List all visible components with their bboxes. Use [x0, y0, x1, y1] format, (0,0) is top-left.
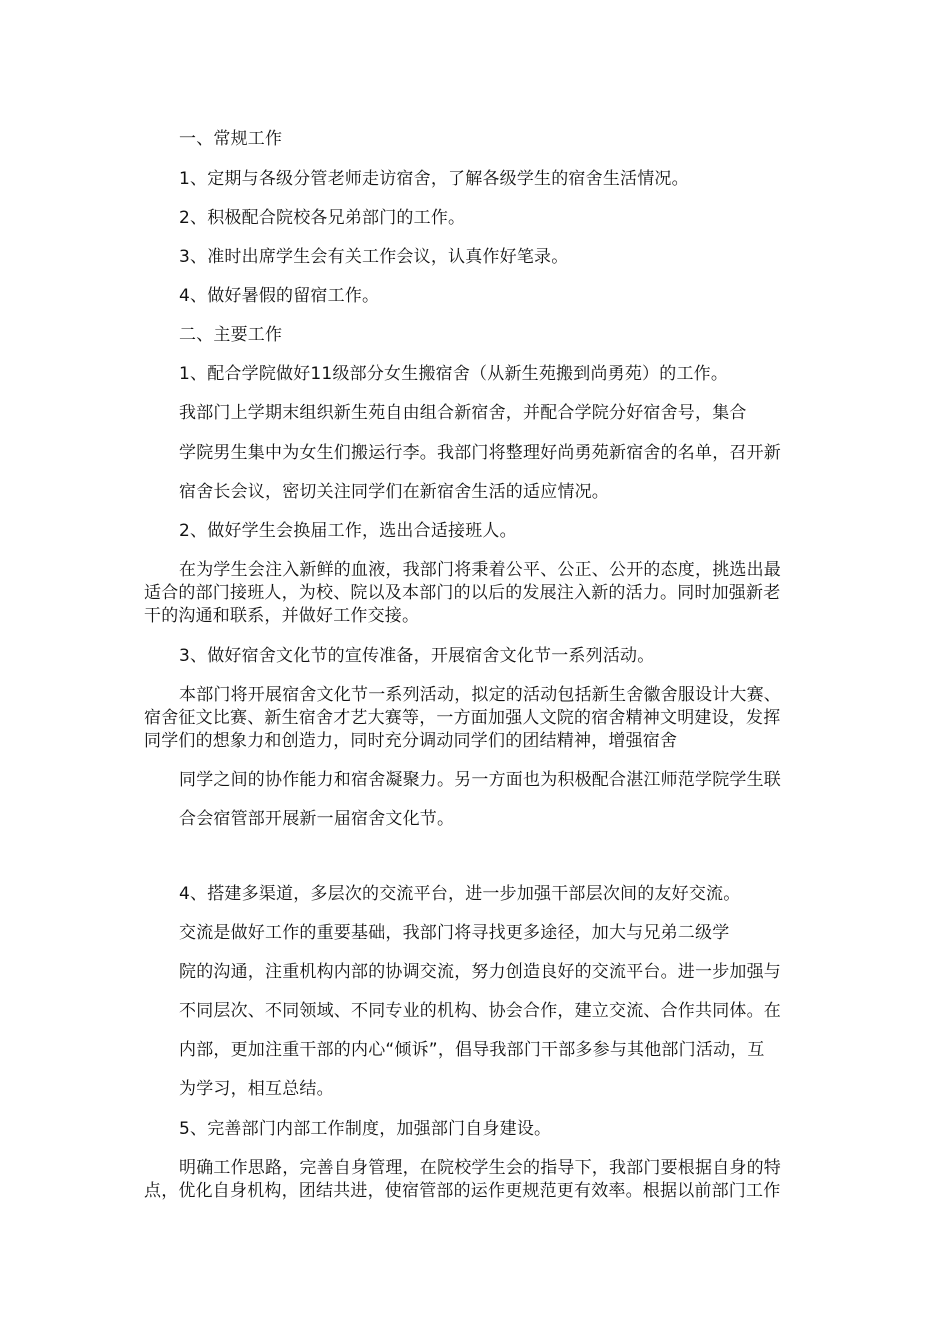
- paragraph-line: 干的沟通和联系，并做好工作交接。: [144, 606, 420, 626]
- paragraph-line: 点，优化自身机构，团结共进，使宿管部的运作更规范更有效率。根据以前部门工作: [144, 1181, 781, 1201]
- list-item: 2、做好学生会换届工作，选出合适接班人。: [179, 521, 517, 541]
- section-heading-routine: 一、常规工作: [179, 129, 283, 149]
- list-item: 3、做好宿舍文化节的宣传准备，开展宿舍文化节一系列活动。: [179, 646, 655, 666]
- paragraph-line: 适合的部门接班人，为校、院以及本部门的以后的发展注入新的活力。同时加强新老: [144, 583, 781, 603]
- paragraph-line: 合会宿管部开展新一届宿舍文化节。: [179, 809, 455, 829]
- list-item: 3、准时出席学生会有关工作会议，认真作好笔录。: [179, 247, 569, 267]
- paragraph-line: 不同层次、不同领域、不同专业的机构、协会合作，建立交流、合作共同体。在: [179, 1001, 781, 1021]
- paragraph-line: 我部门上学期末组织新生苑自由组合新宿舍，并配合学院分好宿舍号，集合: [179, 403, 747, 423]
- list-item: 4、搭建多渠道，多层次的交流平台，进一步加强干部层次间的友好交流。: [179, 884, 741, 904]
- list-item: 5、完善部门内部工作制度，加强部门自身建设。: [179, 1119, 552, 1139]
- list-item: 1、配合学院做好11级部分女生搬宿舍（从新生苑搬到尚勇苑）的工作。: [179, 364, 729, 384]
- paragraph-line: 在为学生会注入新鲜的血液，我部门将秉着公平、公正、公开的态度，挑选出最: [179, 560, 781, 580]
- list-item: 2、积极配合院校各兄弟部门的工作。: [179, 208, 466, 228]
- paragraph-line: 本部门将开展宿舍文化节一系列活动，拟定的活动包括新生舍徽舍服设计大赛、: [179, 685, 781, 705]
- paragraph-line: 宿舍长会议，密切关注同学们在新宿舍生活的适应情况。: [179, 482, 609, 502]
- paragraph-line: 为学习，相互总结。: [179, 1079, 334, 1099]
- list-item: 1、定期与各级分管老师走访宿舍，了解各级学生的宿舍生活情况。: [179, 169, 689, 189]
- paragraph-line: 学院男生集中为女生们搬运行李。我部门将整理好尚勇苑新宿舍的名单，召开新: [179, 443, 781, 463]
- paragraph-line: 交流是做好工作的重要基础，我部门将寻找更多途径，加大与兄弟二级学: [179, 923, 730, 943]
- paragraph-line: 同学们的想象力和创造力，同时充分调动同学们的团结精神，增强宿舍: [144, 731, 678, 751]
- paragraph-line: 宿舍征文比赛、新生宿舍才艺大赛等，一方面加强人文院的宿舍精神文明建设，发挥: [144, 708, 781, 728]
- section-heading-main: 二、主要工作: [179, 325, 283, 345]
- list-item: 4、做好暑假的留宿工作。: [179, 286, 380, 306]
- paragraph-line: 明确工作思路，完善自身管理，在院校学生会的指导下，我部门要根据自身的特: [179, 1158, 781, 1178]
- paragraph-line: 院的沟通，注重机构内部的协调交流，努力创造良好的交流平台。进一步加强与: [179, 962, 781, 982]
- paragraph-line: 同学之间的协作能力和宿舍凝聚力。另一方面也为积极配合湛江师范学院学生联: [179, 770, 781, 790]
- paragraph-line: 内部，更加注重干部的内心“倾诉”，倡导我部门干部多参与其他部门活动，互: [179, 1040, 765, 1060]
